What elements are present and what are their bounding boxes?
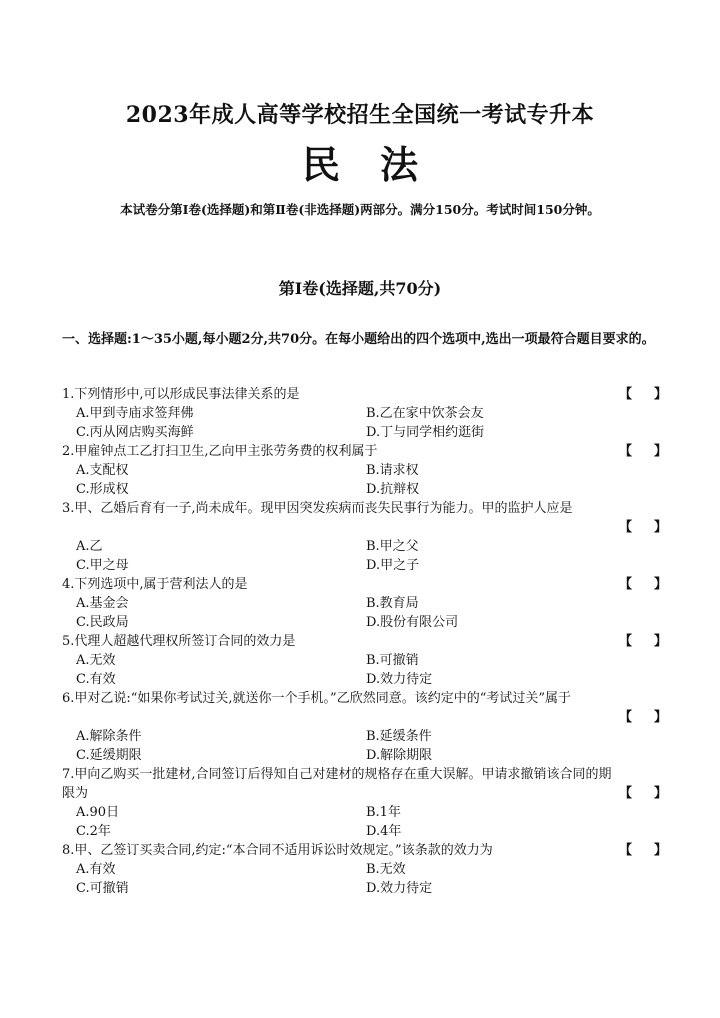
option-b: B.可撤销 xyxy=(366,653,419,668)
question-list xyxy=(62,385,667,898)
question-2 xyxy=(62,442,667,499)
part-heading: 第Ⅰ卷(选择题,共70分) xyxy=(278,279,442,298)
option-c: C.丙从网店购买海鲜 xyxy=(76,425,194,440)
section-instruction: 一、选择题:1～35小题,每小题2分,共70分。在每小题给出的四个选项中,选出一项最符合题目要求的。 xyxy=(62,332,655,347)
question-4 xyxy=(62,575,667,632)
question-stem: 7.甲向乙购买一批建材,合同签订后得知自己对建材的规格存在重大误解。甲请求撤销该合同的期限为 xyxy=(62,767,612,801)
option-c: C.2年 xyxy=(76,824,111,839)
option-c: C.有效 xyxy=(76,672,116,687)
exam-title: 2023年成人高等学校招生全国统一考试专升本 xyxy=(125,102,595,128)
option-d: D.甲之子 xyxy=(366,558,420,573)
option-a: A.甲到寺庙求签拜佛 xyxy=(76,406,194,421)
answer-bracket: 【 】 xyxy=(619,710,667,725)
options xyxy=(62,537,667,575)
option-a: A.乙 xyxy=(76,539,103,554)
option-b: B.无效 xyxy=(366,862,406,877)
question-7 xyxy=(62,765,667,841)
option-b: B.乙在家中饮茶会友 xyxy=(366,406,484,421)
answer-bracket: 【 】 xyxy=(619,577,667,592)
answer-bracket: 【 】 xyxy=(619,634,667,649)
option-c: C.可撤销 xyxy=(76,881,129,896)
option-d: D.4年 xyxy=(366,824,402,839)
question-stem: 3.甲、乙婚后育有一子,尚未成年。现甲因突发疾病而丧失民事行为能力。甲的监护人应是 xyxy=(62,501,573,516)
question-stem: 6.甲对乙说:“如果你考试过关,就送你一个手机。”乙欣然同意。该约定中的“考试过关”属于 xyxy=(62,691,572,706)
option-c: C.甲之母 xyxy=(76,558,129,573)
options xyxy=(62,594,667,632)
question-stem: 1.下列情形中,可以形成民事法律关系的是 xyxy=(62,387,300,402)
question-1 xyxy=(62,385,667,442)
option-a: A.无效 xyxy=(76,653,116,668)
question-6 xyxy=(62,689,667,765)
option-a: A.解除条件 xyxy=(76,729,142,744)
question-stem: 8.甲、乙签订买卖合同,约定:“本合同不适用诉讼时效规定。”该条款的效力为 xyxy=(62,843,493,858)
options xyxy=(62,461,667,499)
option-d: D.抗辩权 xyxy=(366,482,420,497)
answer-bracket: 【 】 xyxy=(619,843,667,858)
answer-bracket: 【 】 xyxy=(619,786,667,801)
options xyxy=(62,860,667,898)
option-d: D.丁与同学相约逛街 xyxy=(366,425,485,440)
option-b: B.1年 xyxy=(366,805,401,820)
exam-intro: 本试卷分第Ⅰ卷(选择题)和第Ⅱ卷(非选择题)两部分。满分150分。考试时间150分钟。 xyxy=(120,202,600,217)
option-c: C.延缓期限 xyxy=(76,748,142,763)
option-b: B.甲之父 xyxy=(366,539,419,554)
question-stem: 5.代理人超越代理权所签订合同的效力是 xyxy=(62,634,296,649)
option-c: C.形成权 xyxy=(76,482,129,497)
answer-bracket: 【 】 xyxy=(619,520,667,535)
option-b: B.延缓条件 xyxy=(366,729,432,744)
option-d: D.股份有限公司 xyxy=(366,615,459,630)
option-c: C.民政局 xyxy=(76,615,129,630)
options xyxy=(62,727,667,765)
option-d: D.效力待定 xyxy=(366,881,433,896)
options xyxy=(62,404,667,442)
option-a: A.90日 xyxy=(76,805,120,820)
answer-bracket: 【 】 xyxy=(619,387,667,402)
option-a: A.支配权 xyxy=(76,463,129,478)
option-a: A.有效 xyxy=(76,862,116,877)
options xyxy=(62,803,667,841)
option-d: D.解除期限 xyxy=(366,748,433,763)
answer-bracket: 【 】 xyxy=(619,444,667,459)
subject-title: 民法 xyxy=(301,142,458,187)
option-d: D.效力待定 xyxy=(366,672,433,687)
option-b: B.请求权 xyxy=(366,463,419,478)
question-stem: 2.甲雇钟点工乙打扫卫生,乙向甲主张劳务费的权利属于 xyxy=(62,444,378,459)
question-3 xyxy=(62,499,667,575)
option-a: A.基金会 xyxy=(76,596,129,611)
question-stem: 4.下列选项中,属于营利法人的是 xyxy=(62,577,248,592)
question-8 xyxy=(62,841,667,898)
option-b: B.教育局 xyxy=(366,596,419,611)
question-5 xyxy=(62,632,667,689)
options xyxy=(62,651,667,689)
